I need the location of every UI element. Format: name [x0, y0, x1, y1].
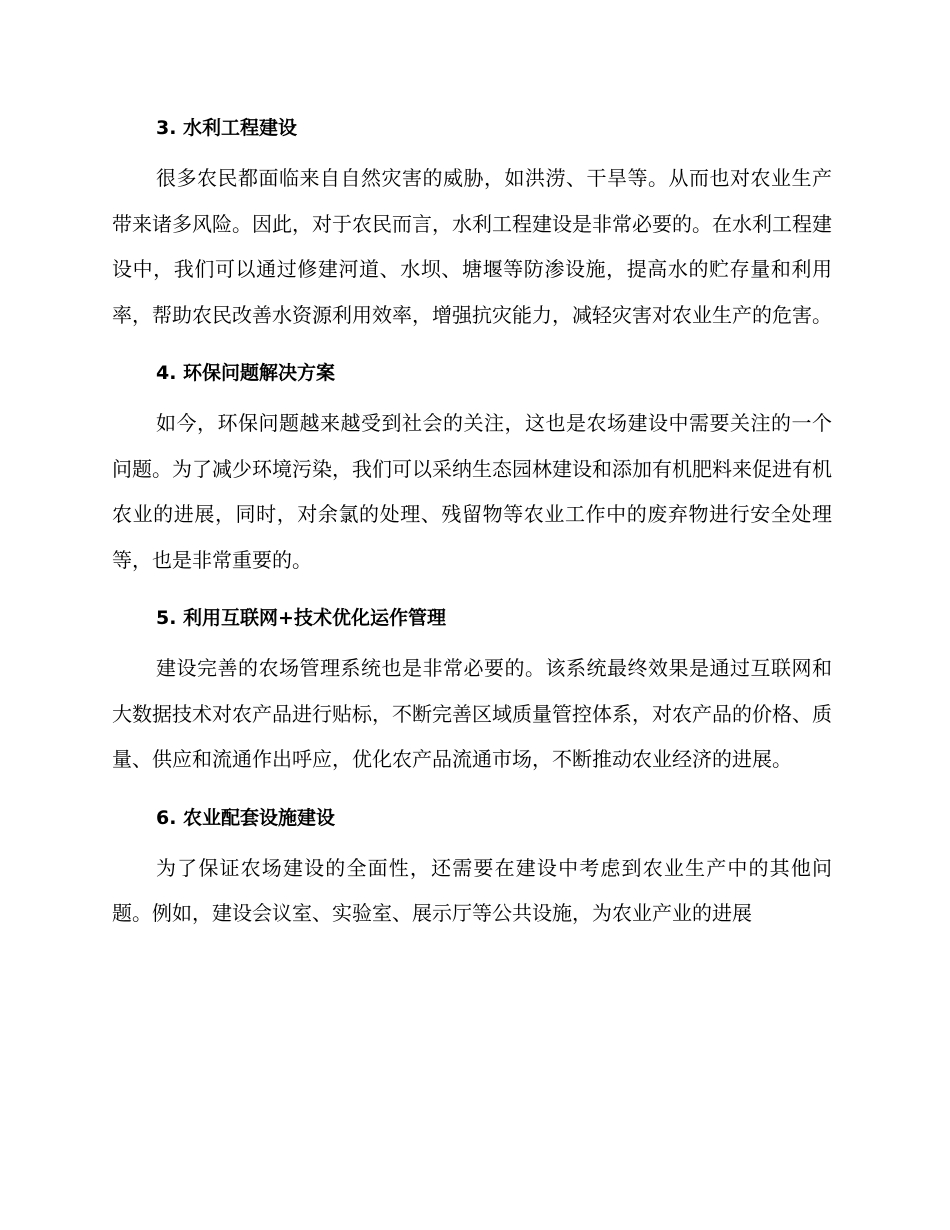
- section-paragraph-supporting-facilities: 为了保证农场建设的全面性，还需要在建设中考虑到农业生产中的其他问题。例如，建设会议室、实验室、展示厅等公共设施，为农业产业的进展: [112, 855, 832, 925]
- section-paragraph-internet-management: 建设完善的农场管理系统也是非常必要的。该系统最终效果是通过互联网和大数据技术对农产品进行贴标，不断完善区域质量管控体系，对农产品的价格、质量、供应和流通作出呼应，优化农产品流通市场，不断推动农业经济的进展。: [112, 656, 832, 771]
- section-paragraph-water-conservancy: 很多农民都面临来自自然灾害的威胁，如洪涝、干旱等。从而也对农业生产带来诸多风险。因此，对于农民而言，水利工程建设是非常必要的。在水利工程建设中，我们可以通过修建河道、水坝、塘堰等防渗设施，提高水的贮存量和利用率，帮助农民改善水资源利用效率，增强抗灾能力，减轻灾害对农业生产的危害。: [112, 166, 832, 327]
- section-heading-internet-management: 5. 利用互联网+技术优化运作管理: [156, 607, 446, 629]
- section-heading-water-conservancy: 3. 水利工程建设: [156, 117, 298, 139]
- document-body: [112, 112, 832, 937]
- section-heading-environmental-protection: 4. 环保问题解决方案: [156, 362, 336, 384]
- section-paragraph-environmental-protection: 如今，环保问题越来越受到社会的关注，这也是农场建设中需要关注的一个问题。为了减少环境污染，我们可以采纳生态园林建设和添加有机肥料来促进有机农业的进展，同时，对余氯的处理、残留物等农业工作中的废弃物进行安全处理等，也是非常重要的。: [112, 411, 832, 572]
- section-heading-supporting-facilities: 6. 农业配套设施建设: [156, 806, 336, 829]
